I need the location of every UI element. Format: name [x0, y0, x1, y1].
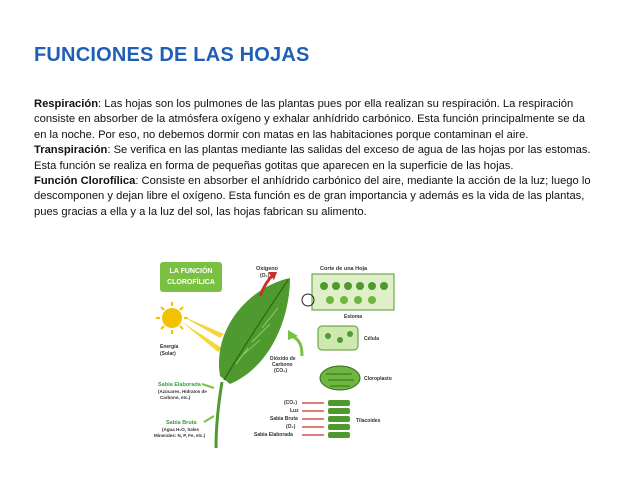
text-transpiracion: : Se verifica en las plantas mediante las salidas del exceso de agua de las hojas por las estomas. Esta función se realiza en forma de pequeñas gotitas que aparecen en la superficie de las hojas.	[34, 144, 591, 172]
photosynthesis-diagram	[152, 256, 408, 452]
celula-label: Célula	[364, 336, 380, 342]
light-rays	[182, 316, 224, 352]
sabia-bruta-label: Sabia Bruta	[166, 420, 197, 426]
term-respiracion: Respiración	[34, 98, 99, 110]
oxigeno-label: Oxígeno	[256, 266, 279, 272]
dioxido-formula: (CO₂)	[274, 368, 288, 374]
cloroplasto-label: Cloroplasto	[364, 376, 392, 382]
estoma-label: Estoma	[344, 314, 363, 320]
figure-title-line1: LA FUNCIÓN	[169, 268, 213, 275]
sabia-elaborada-sub2: Carbono, etc.)	[160, 395, 191, 400]
sabia-elaborada-label: Sabia Elaborada	[158, 382, 201, 388]
term-clorofilica: Función Clorofílica	[34, 175, 136, 188]
energia-label: Energía	[160, 344, 179, 350]
paragraph-transpiracion	[34, 143, 594, 174]
chloroplast-icon	[320, 366, 360, 390]
body-text	[34, 97, 594, 220]
corte-label: Corte de una Hoja	[320, 266, 368, 272]
page-title: FUNCIONES DE LAS HOJAS	[34, 44, 310, 66]
thylakoid-stack-icon	[328, 400, 350, 438]
leaf-cross-section	[312, 274, 394, 310]
oxigeno-formula: (O₂)	[260, 273, 270, 279]
list-luz: Luz	[290, 408, 299, 414]
paragraph-respiracion	[34, 97, 594, 143]
sabia-elaborada-sub1: (Azúcares, Hidratos de	[158, 389, 207, 394]
term-transpiracion: Transpiración	[34, 144, 108, 157]
list-co2: (CO₂)	[284, 400, 298, 406]
list-o2: (O₂)	[286, 424, 296, 430]
figure-title-badge	[160, 262, 222, 292]
figure-title-line2: CLOROFÍLICA	[167, 279, 215, 286]
text-respiracion: : Las hojas son los pulmones de las plantas pues por ella realizan su respiración. La respiración consiste en absorber de la atmósfera oxígeno y exhalar anhídrido carbónico. Esta función principalmente se da en la noche. Por eso, no debemos dormir con matas en las habitaciones porque contaminan el aire.	[34, 98, 586, 141]
tilacoides-label: Tilacoides	[356, 418, 381, 424]
sun-icon	[156, 302, 188, 334]
cell-icon	[318, 326, 358, 350]
solar-label: (Solar)	[160, 351, 176, 357]
list-sabia-bruta: Sabia Bruta	[270, 416, 298, 422]
sabia-bruta-sub2: Minerales: N, P, Fe, etc.)	[154, 433, 206, 438]
dioxido-label-2: Carbono	[272, 362, 293, 368]
sabia-bruta-arrow	[204, 416, 214, 422]
leaf-stem	[216, 382, 222, 448]
list-sabia-elaborada: Sabia Elaborada	[254, 432, 293, 438]
list-arrows	[302, 403, 324, 435]
sabia-elaborada-arrow	[202, 384, 214, 388]
text-clorofilica: : Consiste en absorber el anhídrido carbónico del aire, mediante la acción de la luz; luego lo descomponen y dejan libre el oxígeno. Esta función es de gran importancia y además es la vida de las plantas, pues gracias a ella y a la luz del sol, las hojas fabrican su alimento.	[34, 175, 591, 218]
dioxido-label-1: Dióxido de	[270, 356, 296, 362]
paragraph-clorofilica	[34, 174, 594, 220]
sabia-bruta-sub1: (Agua H₂O, Sales	[162, 427, 200, 432]
co2-arrow	[292, 336, 302, 356]
photosynthesis-figure	[152, 256, 408, 452]
